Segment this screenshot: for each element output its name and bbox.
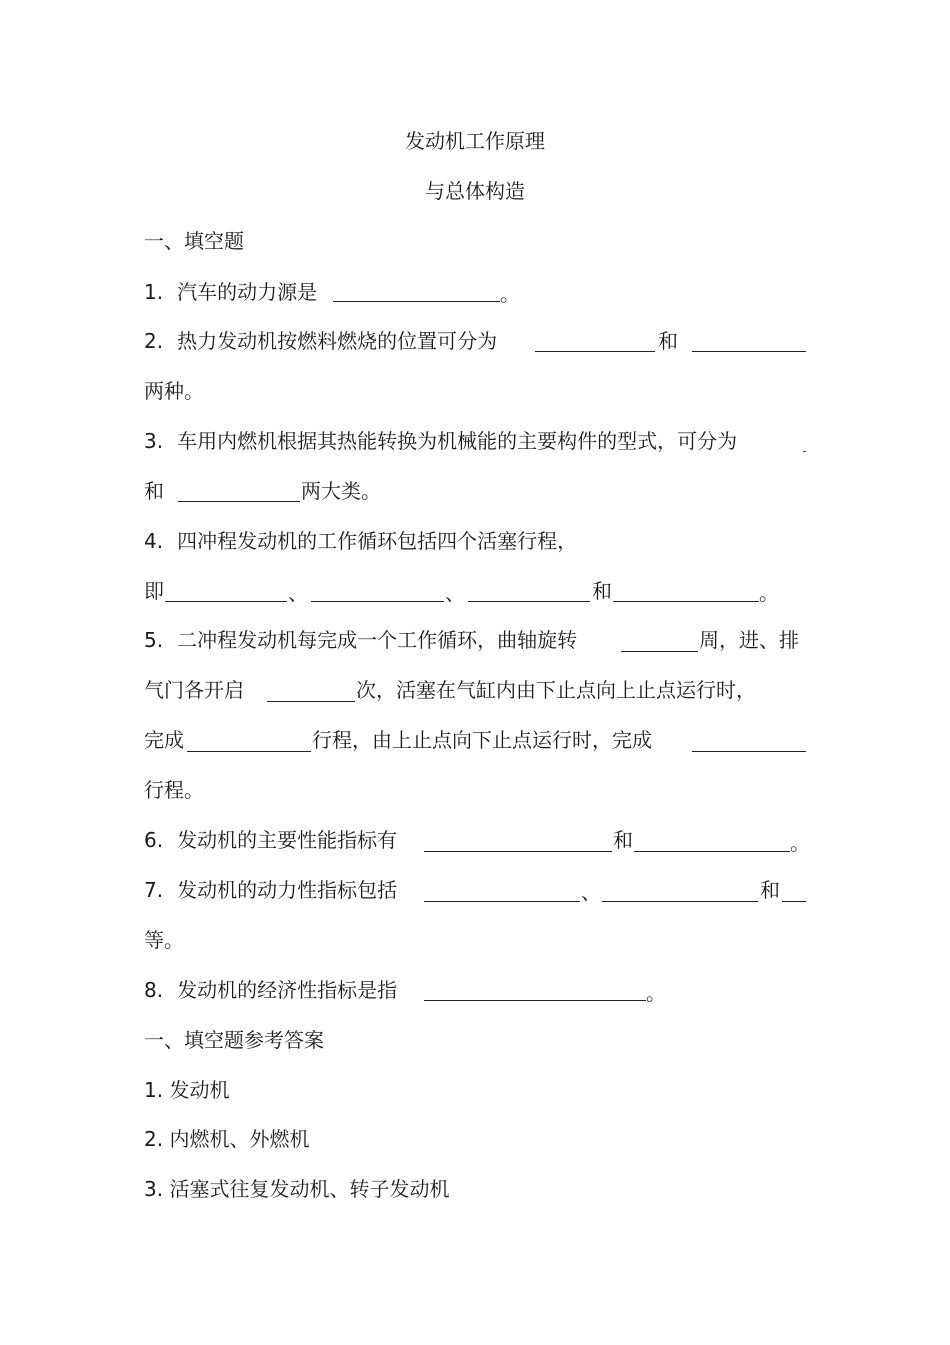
question-text: 车用内燃机根据其热能转换为机械能的主要构件的型式，可分为 (177, 429, 738, 453)
connector-and: 和 (144, 479, 164, 503)
question-number: 8. (144, 978, 164, 1002)
question-number: 1. (144, 280, 164, 304)
answer-2: 2. 内燃机、外燃机 (144, 1127, 310, 1151)
answer-blank-6b[interactable] (634, 851, 790, 852)
answer-blank-4c[interactable] (468, 601, 590, 602)
question-5-line3: 完成 (144, 728, 184, 752)
answer-blank-5c[interactable] (187, 751, 311, 752)
answer-blank-3[interactable] (178, 501, 300, 502)
question-text: 发动机的主要性能指标有 (177, 828, 398, 852)
punctuation: 。 (500, 282, 520, 306)
answer-blank-8[interactable] (424, 1000, 646, 1001)
question-5-text: 行程，由上止点向下止点运行时，完成 (312, 728, 652, 752)
punctuation: 。 (759, 581, 779, 605)
question-number: 4. (144, 529, 164, 553)
question-number: 3. (144, 429, 164, 453)
question-3 (144, 428, 737, 454)
answer-blank-1[interactable] (333, 301, 500, 302)
answer-blank-4d[interactable] (613, 601, 759, 602)
answer-blank-5a[interactable] (621, 651, 698, 652)
document-title-line2: 与总体构造 (425, 179, 525, 203)
question-text: 汽车的动力源是 (177, 280, 318, 304)
question-2-continuation: 两种。 (144, 379, 204, 403)
connector-and: 和 (613, 828, 633, 852)
answers-heading: 一、填空题参考答案 (144, 1028, 324, 1052)
section-heading: 一、填空题 (144, 229, 244, 253)
question-4-lead: 即 (144, 579, 164, 603)
stray-mark (803, 451, 806, 452)
question-5-line4: 行程。 (144, 778, 204, 802)
question-text: 发动机的动力性指标包括 (177, 878, 398, 902)
question-number: 7. (144, 878, 164, 902)
question-number: 5. (144, 628, 164, 652)
answer-1: 1. 发动机 (144, 1078, 230, 1102)
answer-blank-6a[interactable] (424, 851, 612, 852)
answer-blank-5d[interactable] (692, 751, 806, 752)
question-text: 二冲程发动机每完成一个工作循环，曲轴旋转 (177, 628, 578, 652)
answer-blank-7b[interactable] (602, 901, 758, 902)
answer-blank-5b[interactable] (267, 701, 355, 702)
question-7-continuation: 等。 (144, 928, 184, 952)
question-3-continuation: 两大类。 (301, 479, 381, 503)
answer-blank-7c[interactable] (782, 901, 806, 902)
question-5-text: 周，进、排 (699, 628, 799, 652)
answer-blank-4b[interactable] (311, 601, 444, 602)
answer-blank-4a[interactable] (165, 601, 287, 602)
answer-blank-2b[interactable] (692, 351, 806, 352)
document-title-line1: 发动机工作原理 (405, 129, 545, 153)
question-text: 热力发动机按燃料燃烧的位置可分为 (177, 329, 498, 353)
question-6 (144, 827, 397, 853)
question-text: 四冲程发动机的工作循环包括四个活塞行程， (177, 529, 578, 553)
question-8 (144, 977, 397, 1003)
connector-and: 和 (592, 579, 612, 603)
question-5-line2: 气门各开启 (144, 678, 244, 702)
separator: 、 (445, 581, 465, 605)
question-number: 6. (144, 828, 164, 852)
connector-and: 和 (658, 329, 678, 353)
separator: 、 (581, 880, 601, 904)
answer-blank-2a[interactable] (535, 351, 655, 352)
question-5 (144, 627, 577, 653)
answer-blank-7a[interactable] (424, 901, 580, 902)
connector-and: 和 (760, 878, 780, 902)
question-number: 2. (144, 329, 164, 353)
punctuation: 。 (646, 981, 666, 1005)
answer-3: 3. 活塞式往复发动机、转子发动机 (144, 1177, 450, 1201)
question-4 (144, 528, 577, 554)
question-2 (144, 328, 497, 354)
question-7 (144, 877, 397, 903)
question-text: 发动机的经济性指标是指 (177, 978, 398, 1002)
question-5-text: 次，活塞在气缸内由下止点向上止点运行时， (356, 678, 756, 702)
question-1 (144, 279, 317, 305)
punctuation: 。 (790, 831, 810, 855)
separator: 、 (288, 581, 308, 605)
